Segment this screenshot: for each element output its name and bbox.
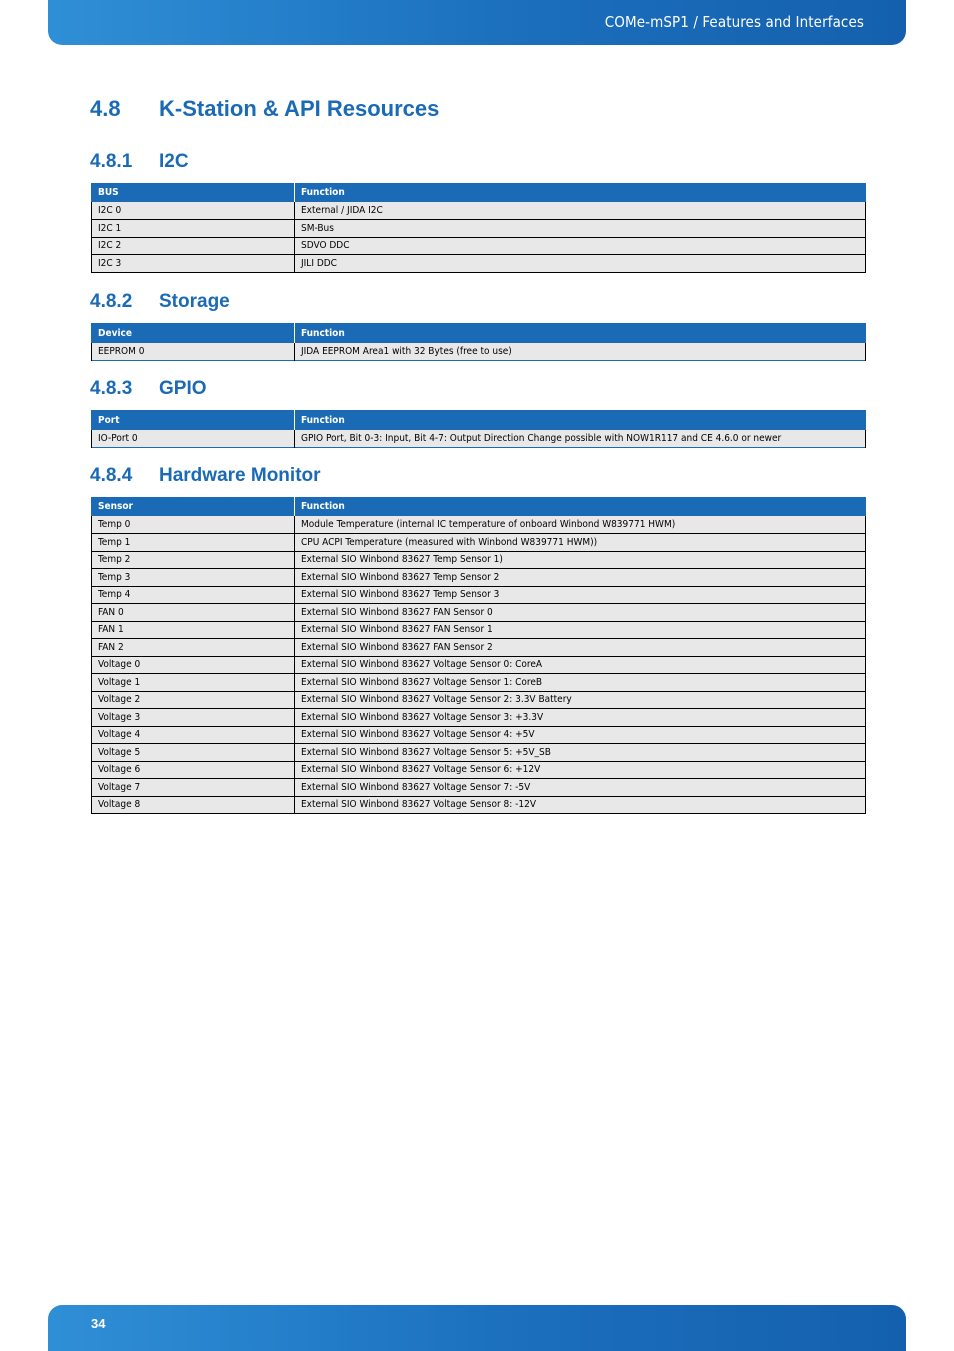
table-row <box>92 569 866 587</box>
page-header <box>48 0 906 45</box>
row-function-cell: JIDA EEPROM Area1 with 32 Bytes (free to use) <box>295 343 866 361</box>
row-function-cell: External SIO Winbond 83627 Voltage Sensor 3: +3.3V <box>295 709 866 727</box>
row-label-cell: Voltage 0 <box>92 656 295 674</box>
row-function-cell: JILI DDC <box>295 255 866 273</box>
i2c-heading <box>90 151 189 173</box>
row-label-cell: Voltage 4 <box>92 726 295 744</box>
storage-title: Storage <box>159 291 230 312</box>
table-header-row <box>92 324 866 343</box>
row-function-cell: SDVO DDC <box>295 237 866 255</box>
table-row <box>92 202 866 220</box>
gpio-table <box>91 410 866 448</box>
table-row <box>92 586 866 604</box>
row-label-cell: I2C 1 <box>92 220 295 238</box>
row-function-cell: External SIO Winbond 83627 Temp Sensor 3 <box>295 586 866 604</box>
row-label-cell: Voltage 5 <box>92 744 295 762</box>
row-function-cell: CPU ACPI Temperature (measured with Winbond W839771 HWM)) <box>295 534 866 552</box>
row-label-cell: I2C 2 <box>92 237 295 255</box>
table-row <box>92 534 866 552</box>
row-label-cell: Temp 0 <box>92 516 295 534</box>
column-header: Function <box>295 497 866 516</box>
row-function-cell: External SIO Winbond 83627 Temp Sensor 2 <box>295 569 866 587</box>
hwmon-table <box>91 497 866 814</box>
table-row <box>92 237 866 255</box>
i2c-number: 4.8.1 <box>90 151 133 172</box>
row-label-cell: FAN 1 <box>92 621 295 639</box>
row-function-cell: External SIO Winbond 83627 Voltage Sensor 6: +12V <box>295 761 866 779</box>
storage-heading <box>90 291 230 313</box>
row-function-cell: Module Temperature (internal IC temperature of onboard Winbond W839771 HWM) <box>295 516 866 534</box>
row-label-cell: Temp 3 <box>92 569 295 587</box>
column-header: BUS <box>92 183 295 202</box>
column-header: Sensor <box>92 497 295 516</box>
table-row <box>92 761 866 779</box>
row-function-cell: External SIO Winbond 83627 FAN Sensor 2 <box>295 639 866 657</box>
row-label-cell: FAN 0 <box>92 604 295 622</box>
column-header: Port <box>92 411 295 430</box>
storage-table <box>91 323 866 361</box>
hwmon-number: 4.8.4 <box>90 465 133 486</box>
row-function-cell: External SIO Winbond 83627 Voltage Sensor 2: 3.3V Battery <box>295 691 866 709</box>
table-row <box>92 691 866 709</box>
row-function-cell: GPIO Port, Bit 0-3: Input, Bit 4-7: Output Direction Change possible with NOW1R117 and CE 4.6.0 or newer <box>295 430 866 448</box>
gpio-title: GPIO <box>159 378 207 399</box>
row-label-cell: Temp 2 <box>92 551 295 569</box>
table-row <box>92 779 866 797</box>
section-number: 4.8 <box>90 96 121 121</box>
table-row <box>92 796 866 814</box>
row-label-cell: Voltage 7 <box>92 779 295 797</box>
table-header-row <box>92 411 866 430</box>
row-function-cell: External SIO Winbond 83627 Voltage Sensor 4: +5V <box>295 726 866 744</box>
gpio-heading <box>90 378 207 400</box>
table-row <box>92 656 866 674</box>
row-label-cell: IO-Port 0 <box>92 430 295 448</box>
table-row <box>92 744 866 762</box>
table-row <box>92 639 866 657</box>
row-label-cell: Voltage 2 <box>92 691 295 709</box>
table-row <box>92 343 866 361</box>
row-label-cell: I2C 0 <box>92 202 295 220</box>
row-function-cell: External / JIDA I2C <box>295 202 866 220</box>
row-label-cell: Voltage 6 <box>92 761 295 779</box>
table-header-row <box>92 183 866 202</box>
row-function-cell: External SIO Winbond 83627 FAN Sensor 1 <box>295 621 866 639</box>
table-row <box>92 604 866 622</box>
hwmon-heading <box>90 465 321 487</box>
row-function-cell: External SIO Winbond 83627 Voltage Sensor 0: CoreA <box>295 656 866 674</box>
page-footer <box>48 1305 906 1351</box>
table-row <box>92 430 866 448</box>
column-header: Function <box>295 411 866 430</box>
gpio-number: 4.8.3 <box>90 378 133 399</box>
table-row <box>92 726 866 744</box>
row-label-cell: Voltage 8 <box>92 796 295 814</box>
page-number: 34 <box>91 1316 106 1331</box>
row-function-cell: External SIO Winbond 83627 Voltage Sensor 1: CoreB <box>295 674 866 692</box>
table-row <box>92 551 866 569</box>
row-label-cell: Temp 1 <box>92 534 295 552</box>
storage-number: 4.8.2 <box>90 291 133 312</box>
row-label-cell: I2C 3 <box>92 255 295 273</box>
row-function-cell: External SIO Winbond 83627 Voltage Sensor 5: +5V_SB <box>295 744 866 762</box>
header-title: COMe-mSP1 / Features and Interfaces <box>604 13 864 31</box>
table-row <box>92 674 866 692</box>
table-row <box>92 709 866 727</box>
row-label-cell: Temp 4 <box>92 586 295 604</box>
table-row <box>92 621 866 639</box>
row-label-cell: FAN 2 <box>92 639 295 657</box>
table-header-row <box>92 497 866 516</box>
hwmon-title: Hardware Monitor <box>159 465 321 486</box>
section-heading <box>90 96 439 122</box>
table-row <box>92 516 866 534</box>
column-header: Device <box>92 324 295 343</box>
i2c-table <box>91 183 866 273</box>
section-title: K-Station & API Resources <box>159 96 440 121</box>
row-function-cell: External SIO Winbond 83627 Voltage Sensor 8: -12V <box>295 796 866 814</box>
row-function-cell: External SIO Winbond 83627 Voltage Sensor 7: -5V <box>295 779 866 797</box>
table-row <box>92 220 866 238</box>
column-header: Function <box>295 183 866 202</box>
row-function-cell: SM-Bus <box>295 220 866 238</box>
row-label-cell: EEPROM 0 <box>92 343 295 361</box>
row-function-cell: External SIO Winbond 83627 Temp Sensor 1) <box>295 551 866 569</box>
table-row <box>92 255 866 273</box>
column-header: Function <box>295 324 866 343</box>
i2c-title: I2C <box>159 151 189 172</box>
row-label-cell: Voltage 3 <box>92 709 295 727</box>
row-label-cell: Voltage 1 <box>92 674 295 692</box>
row-function-cell: External SIO Winbond 83627 FAN Sensor 0 <box>295 604 866 622</box>
